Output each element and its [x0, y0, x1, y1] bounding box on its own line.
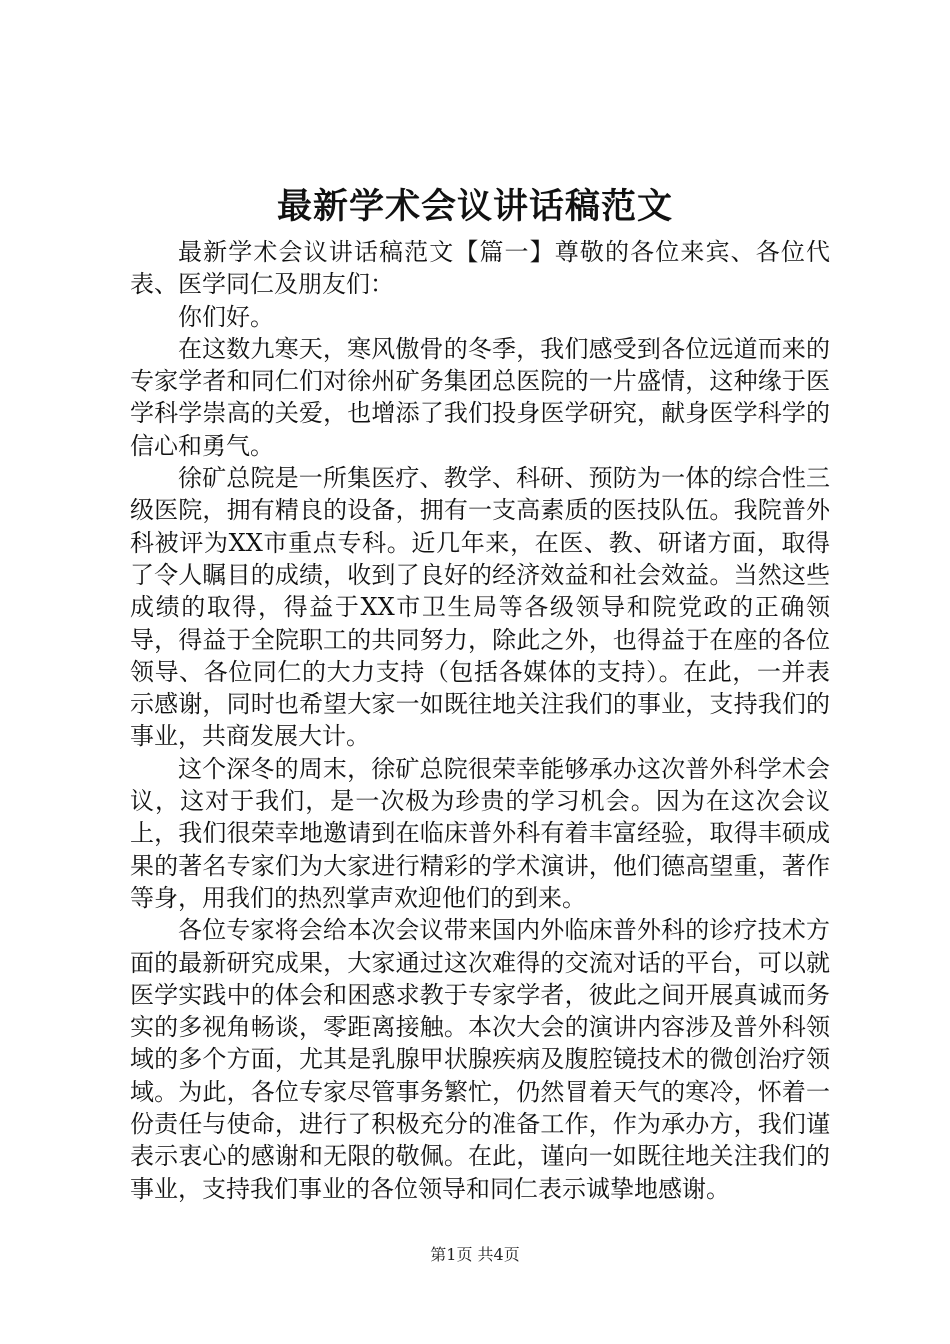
document-body: [130, 236, 830, 1205]
paragraph-greeting: 最新学术会议讲话稿范文【篇一】尊敬的各位来宾、各位代表、医学同仁及朋友们：: [130, 238, 830, 299]
paragraph-experts: 各位专家将会给本次会议带来国内外临床普外科的诊疗技术方面的最新研究成果，大家通过这次难得的交流对话的平台，可以就医学实践中的体会和困惑求教于专家学者，彼此之间开展真诚而务实的多视角畅谈，零距离接触。本次大会的演讲内容涉及普外科领域的多个方面，尤其是乳腺甲状腺疾病及腹腔镜技术的微创治疗领域。为此，各位专家尽管事务繁忙，仍然冒着天气的寒冷，怀着一份责任与使命，进行了积极充分的准备工作，作为承办方，我们谨表示衷心的感谢和无限的敬佩。在此，谨向一如既往地关注我们的事业，支持我们事业的各位领导和同仁表示诚挚地感谢。: [130, 916, 830, 1203]
page-title: 最新学术会议讲话稿范文: [276, 186, 673, 227]
paragraph-conference: 这个深冬的周末，徐矿总院很荣幸能够承办这次普外科学术会议，这对于我们，是一次极为珍贵的学习机会。因为在这次会议上，我们很荣幸地邀请到在临床普外科有着丰富经验，取得丰硕成果的著名专家们为大家进行精彩的学术演讲，他们德高望重，著作等身，用我们的热烈掌声欢迎他们的到来。: [130, 754, 830, 912]
paragraph-winter: 在这数九寒天，寒风傲骨的冬季，我们感受到各位远道而来的专家学者和同仁们对徐州矿务集团总医院的一片盛情，这种缘于医学科学崇高的关爱，也增添了我们投身医学研究，献身医学科学的信心和勇气。: [130, 334, 830, 460]
paragraph-hello: 你们好。: [178, 302, 274, 331]
page-number-footer: 第1页 共4页: [430, 1245, 520, 1264]
paragraph-hospital-intro: 徐矿总院是一所集医疗、教学、科研、预防为一体的综合性三级医院，拥有精良的设备，拥有一支高素质的医技队伍。我院普外科被评为XX市重点专科。近几年来，在医、教、研诸方面，取得了令人瞩目的成绩，收到了良好的经济效益和社会效益。当然这些成绩的取得，得益于XX市卫生局等各级领导和院党政的正确领导，得益于全院职工的共同努力，除此之外，也得益于在座的各位领导、各位同仁的大力支持（包括各媒体的支持）。在此，一并表示感谢，同时也希望大家一如既往地关注我们的事业，支持我们的事业，共商发展大计。: [130, 464, 830, 751]
